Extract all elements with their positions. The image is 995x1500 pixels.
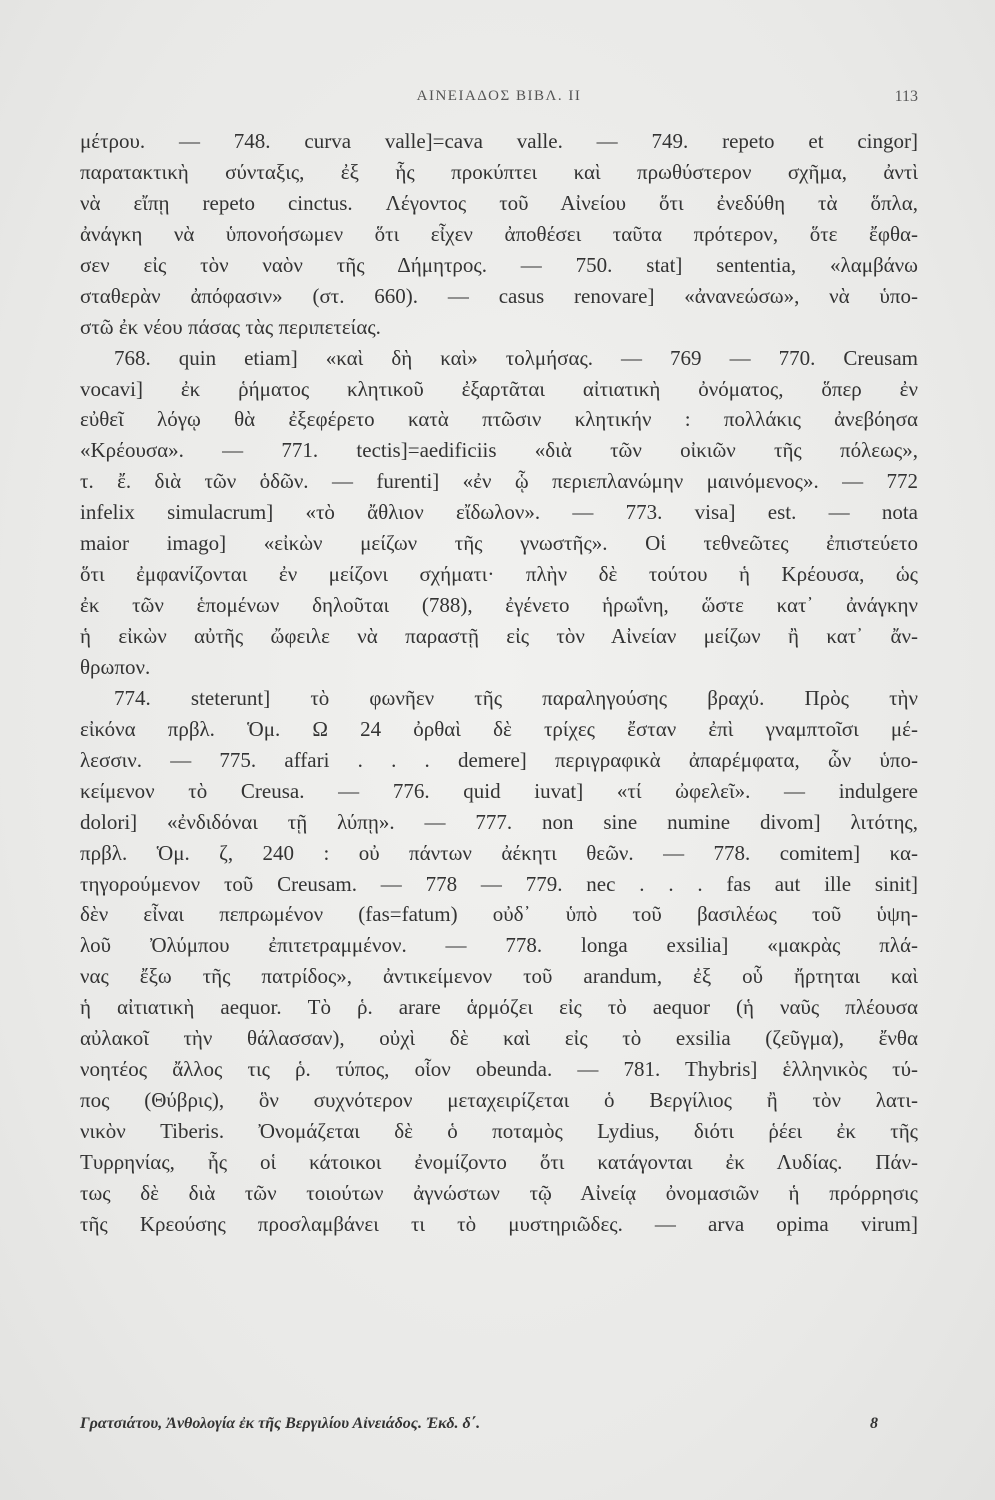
footer-book-title: Γρατσιάτου, Ἀνθολογία ἐκ τῆς Βεργιλίου Αἰνειάδος. Ἐκδ. δ΄.: [80, 1415, 481, 1432]
text-line: maior imago] «εἰκὼν μείζων τῆς γνωστῆς». Οἱ τεθνεῶτες ἐπιστεύετο: [80, 531, 918, 556]
text-line: σταθερὰν ἀπόφασιν» (στ. 660). — casus renovare] «ἀνανεώσω», νὰ ὑπο-: [80, 283, 918, 308]
text-line: τηγορούμενον τοῦ Creusam. — 778 — 779. nec . . . fas aut ille sinit]: [80, 871, 918, 896]
text-line: 768. quin etiam] «καὶ δὴ καὶ» τολμήσας. — 769 — 770. Creusam: [114, 345, 918, 370]
text-line: μέτρου. — 748. curva valle]=cava valle. — 749. repeto et cingor]: [80, 129, 918, 153]
text-line: τ. ἔ. διὰ τῶν ὁδῶν. — furenti] «ἐν ᾧ περιεπλανώμην μαινόμενος». — 772: [80, 469, 918, 494]
text-line: λεσσιν. — 775. affari . . . demere] περιγραφικὰ ἀπαρέμφατα, ὧν ὑπο-: [80, 747, 918, 772]
text-line: σεν εἰς τὸν ναὸν τῆς Δήμητρος. — 750. stat] sententia, «λαμβάνω: [80, 252, 918, 277]
printer-footer: [80, 1415, 918, 1441]
running-head: [80, 88, 918, 112]
text-line: εὐθεῖ λόγῳ θὰ ἐξεφέρετο κατὰ πτῶσιν κλητικήν : πολλάκις ἀνεβόησα: [80, 407, 918, 432]
text-line: κείμενον τὸ Creusa. — 776. quid iuvat] «τί ὠφελεῖ». — indulgere: [80, 778, 918, 803]
text-line: αὐλακοῖ τὴν θάλασσαν), οὐχὶ δὲ καὶ εἰς τὸ exsilia (ζεῦγμα), ἔνθα: [80, 1026, 918, 1051]
text-line: infelix simulacrum] «τὸ ἄθλιον εἴδωλον». — 773. visa] est. — nota: [80, 500, 918, 525]
text-line: dolori] «ἐνδιδόναι τῇ λύπῃ». — 777. non sine numine divom] λιτότης,: [80, 809, 918, 834]
text-line: παρατακτικὴ σύνταξις, ἐξ ἧς προκύπτει καὶ πρωθύστερον σχῆμα, ἀντὶ: [80, 159, 918, 184]
text-line: εἰκόνα πρβλ. Ὁμ. Ω 24 ὀρθαὶ δὲ τρίχες ἔσταν ἐπὶ γναμπτοῖσι μέ-: [80, 716, 918, 741]
text-line: θρωπον.: [80, 654, 151, 679]
text-line: τως δὲ διὰ τῶν τοιούτων ἀγνώστων τῷ Αἰνείᾳ ὀνομασιῶν ἡ πρόρρησις: [80, 1180, 918, 1205]
signature-mark: 8: [870, 1415, 878, 1432]
text-line: ἡ εἰκὼν αὐτῆς ὤφειλε νὰ παραστῇ εἰς τὸν Αἰνείαν μείζων ἢ κατ᾽ ἄν-: [80, 624, 918, 648]
text-line: νας ἔξω τῆς πατρίδος», ἀντικείμενον τοῦ arandum, ἐξ οὗ ἤρτηται καὶ: [80, 964, 918, 989]
text-line: πρβλ. Ὁμ. ζ, 240 : οὐ πάντων ἀέκητι θεῶν. — 778. comitem] κα-: [80, 840, 918, 865]
text-line: vocavi] ἐκ ῥήματος κλητικοῦ ἐξαρτᾶται αἰτιατικὴ ὀνόματος, ὅπερ ἐν: [80, 376, 918, 401]
text-line: πος (Θύβρις), ὃν συχνότερον μεταχειρίζεται ὁ Βεργίλιος ἢ τὸν λατι-: [80, 1088, 918, 1113]
running-title: ΑΙΝΕΙΑΔΟΣ ΒΙΒΛ. ΙΙ: [416, 88, 582, 104]
text-line: ἀνάγκη νὰ ὑπονοήσωμεν ὅτι εἶχεν ἀποθέσει ταῦτα πρότερον, ὅτε ἔφθα-: [80, 221, 918, 246]
text-line: δὲν εἶναι πεπρωμένον (fas=fatum) οὐδ᾽ ὑπὸ τοῦ βασιλέως τοῦ ὑψη-: [80, 902, 918, 927]
text-line: λοῦ Ὀλύμπου ἐπιτετραμμένον. — 778. longa exsilia] «μακρὰς πλά-: [80, 933, 918, 958]
text-line: ἡ αἰτιατικὴ aequor. Τὸ ῥ. arare ἁρμόζει εἰς τὸ aequor (ἡ ναῦς πλέουσα: [80, 995, 918, 1020]
text-line: νικὸν Tiberis. Ὀνομάζεται δὲ ὁ ποταμὸς Lydius, διότι ῥέει ἐκ τῆς: [80, 1119, 918, 1143]
text-line: «Κρέουσα». — 771. tectis]=aedificiis «διὰ τῶν οἰκιῶν τῆς πόλεως»,: [80, 438, 918, 463]
text-line: στῶ ἐκ νέου πάσας τὰς περιπετείας.: [80, 314, 381, 339]
text-line: ἐκ τῶν ἑπομένων δηλοῦται (788), ἐγένετο ἡρωΐνη, ὥστε κατ᾽ ἀνάγκην: [80, 593, 918, 618]
text-line: νοητέος ἄλλος τις ῥ. τύπος, οἷον obeunda. — 781. Thybris] ἑλληνικὸς τύ-: [80, 1057, 918, 1082]
commentary-text: [80, 126, 918, 1240]
text-line: νὰ εἴπῃ repeto cinctus. Λέγοντος τοῦ Αἰνείου ὅτι ἐνεδύθη τὰ ὅπλα,: [80, 190, 918, 215]
text-line: τῆς Κρεούσης προσλαμβάνει τι τὸ μυστηριῶδες. — arva opima virum]: [80, 1211, 918, 1236]
text-line: Τυρρηνίας, ἧς οἱ κάτοικοι ἐνομίζοντο ὅτι κατάγονται ἐκ Λυδίας. Πάν-: [80, 1149, 918, 1174]
text-line: ὅτι ἐμφανίζονται ἐν μείζονι σχήματι· πλὴν δὲ τούτου ἡ Κρέουσα, ὡς: [80, 562, 918, 587]
page-number: 113: [894, 88, 918, 105]
text-line: 774. steterunt] τὸ φωνῆεν τῆς παραληγούσης βραχύ. Πρὸς τὴν: [114, 685, 918, 710]
